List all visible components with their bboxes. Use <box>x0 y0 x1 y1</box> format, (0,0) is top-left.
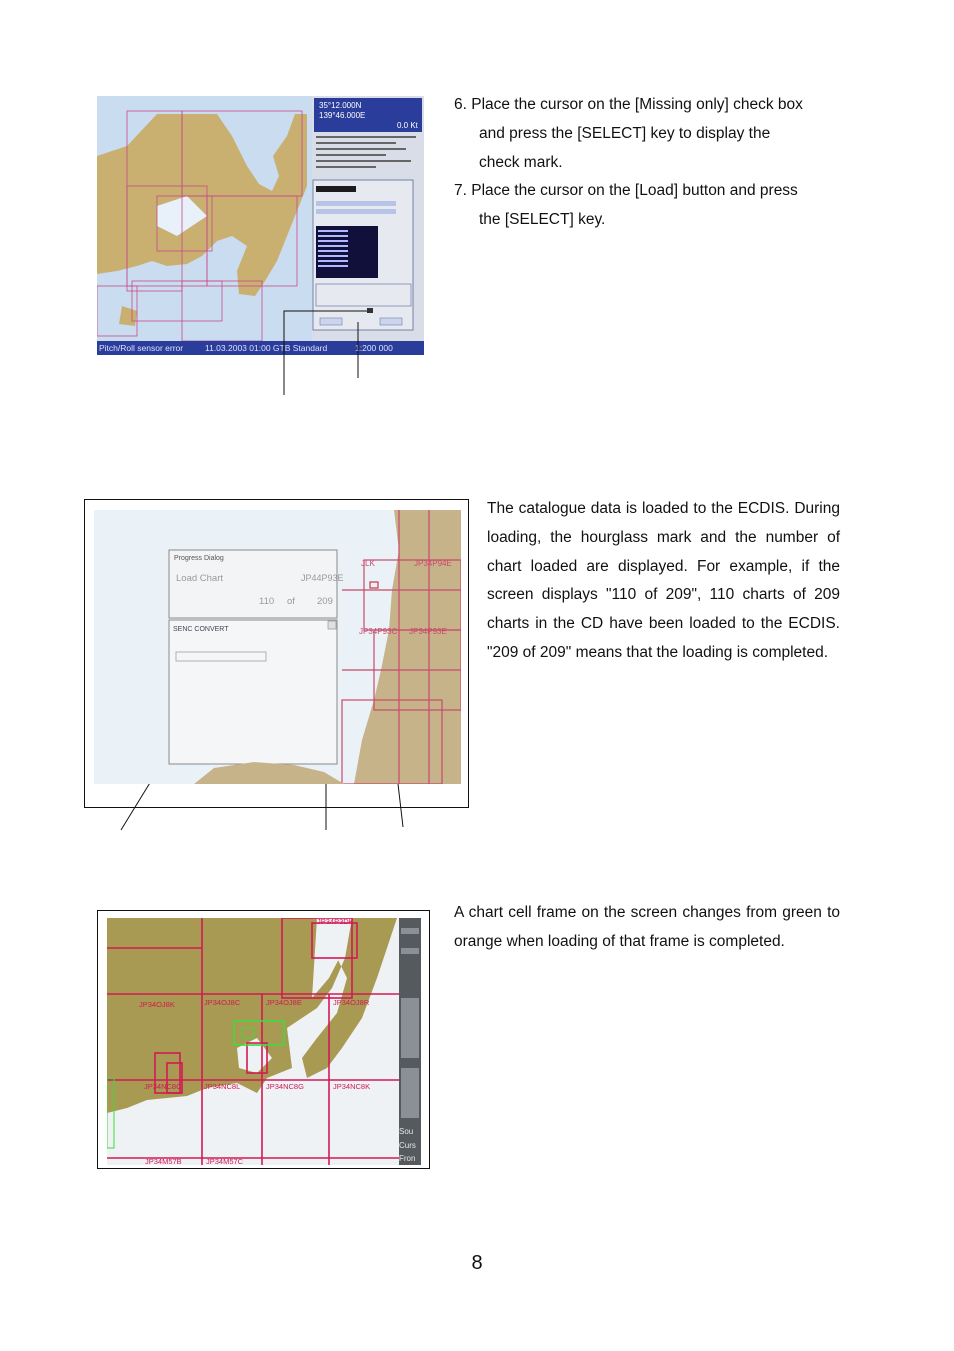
cell-jp34oj8r: JP34OJ8R <box>333 998 370 1007</box>
progress-dialog-title: Progress Dialog <box>174 555 224 562</box>
chart-id-label: JP44P93E <box>301 573 344 583</box>
load-chart-label: Load Chart <box>176 573 224 584</box>
side-label-fron: Fron <box>399 1154 416 1163</box>
svg-text:JLK: JLK <box>361 559 375 568</box>
count-of: of <box>287 596 295 607</box>
side-label-sou: Sou <box>399 1127 414 1136</box>
step-7-line-1: 7. Place the cursor on the [Load] button and press <box>454 182 798 200</box>
speed-readout: 0.0 Kt <box>397 121 418 130</box>
lat-readout: 35°12.000N <box>319 101 362 110</box>
cell-jp34nc8g: JP34NC8G <box>266 1082 304 1091</box>
svg-text:JP34P94E: JP34P94E <box>414 559 452 568</box>
datetime-text: 11.03.2003 01:00 GTB Standard <box>205 343 328 353</box>
cell-jp34m57c: JP34M57C <box>206 1157 244 1165</box>
count-done: 110 <box>259 596 275 607</box>
cell-jp34nc8k: JP34NC8K <box>333 1082 371 1091</box>
count-total: 209 <box>317 596 333 607</box>
cell-jp34nc8l: JP34NC8L <box>204 1082 241 1091</box>
cell-jp34nc8c: JP34NC8C <box>144 1082 182 1091</box>
cell-jp34m57b: JP34M57B <box>145 1157 182 1165</box>
step-6-line-2: and press the [SELECT] key to display the <box>479 124 771 142</box>
step-6-line-1: 6. Place the cursor on the [Missing only] check box <box>454 96 803 113</box>
cell-jp34p3dk: JP34P3DK <box>317 918 354 926</box>
scale-text: 1:200 000 <box>355 343 393 353</box>
step-6-line-3: check mark. <box>479 153 563 171</box>
status-text: Pitch/Roll sensor error <box>99 343 184 353</box>
step-list <box>454 91 854 235</box>
ecdis-screen-loading <box>94 510 461 784</box>
senc-convert-title: SENC CONVERT <box>173 626 229 633</box>
callout-missing-only <box>284 311 367 395</box>
cell-jp34oj8e: JP34OJ8E <box>266 998 302 1007</box>
screenshot-2-frame <box>84 499 469 808</box>
step-7-line-2: the [SELECT] key. <box>479 211 606 229</box>
lon-readout: 139°46.000E <box>319 111 366 120</box>
ecdis-screen-cells <box>107 918 421 1165</box>
cell-label-a: JP34P93C <box>359 627 398 636</box>
cell-jp34oj8c: JP34OJ8C <box>204 998 241 1007</box>
side-label-curs: Curs <box>399 1141 416 1150</box>
cell-frame-description: A chart cell frame on the screen changes from green to orange when loading of that frame is completed. <box>454 904 840 950</box>
loading-description: The catalogue data is loaded to the ECDIS. During loading, the hourglass mark and the number of chart loaded are displayed. For example, if the screen displays "110 of 209", 110 charts of 209 charts in the CD have been loaded to the ECDIS. "209 of 209" means that the loading is completed. <box>487 500 840 661</box>
cell-jp34oj8k: JP34OJ8K <box>139 1000 175 1009</box>
cell-label-b: JP34P93E <box>409 627 447 636</box>
screenshot-3-frame <box>97 910 430 1169</box>
page-number: 8 <box>471 1252 483 1274</box>
